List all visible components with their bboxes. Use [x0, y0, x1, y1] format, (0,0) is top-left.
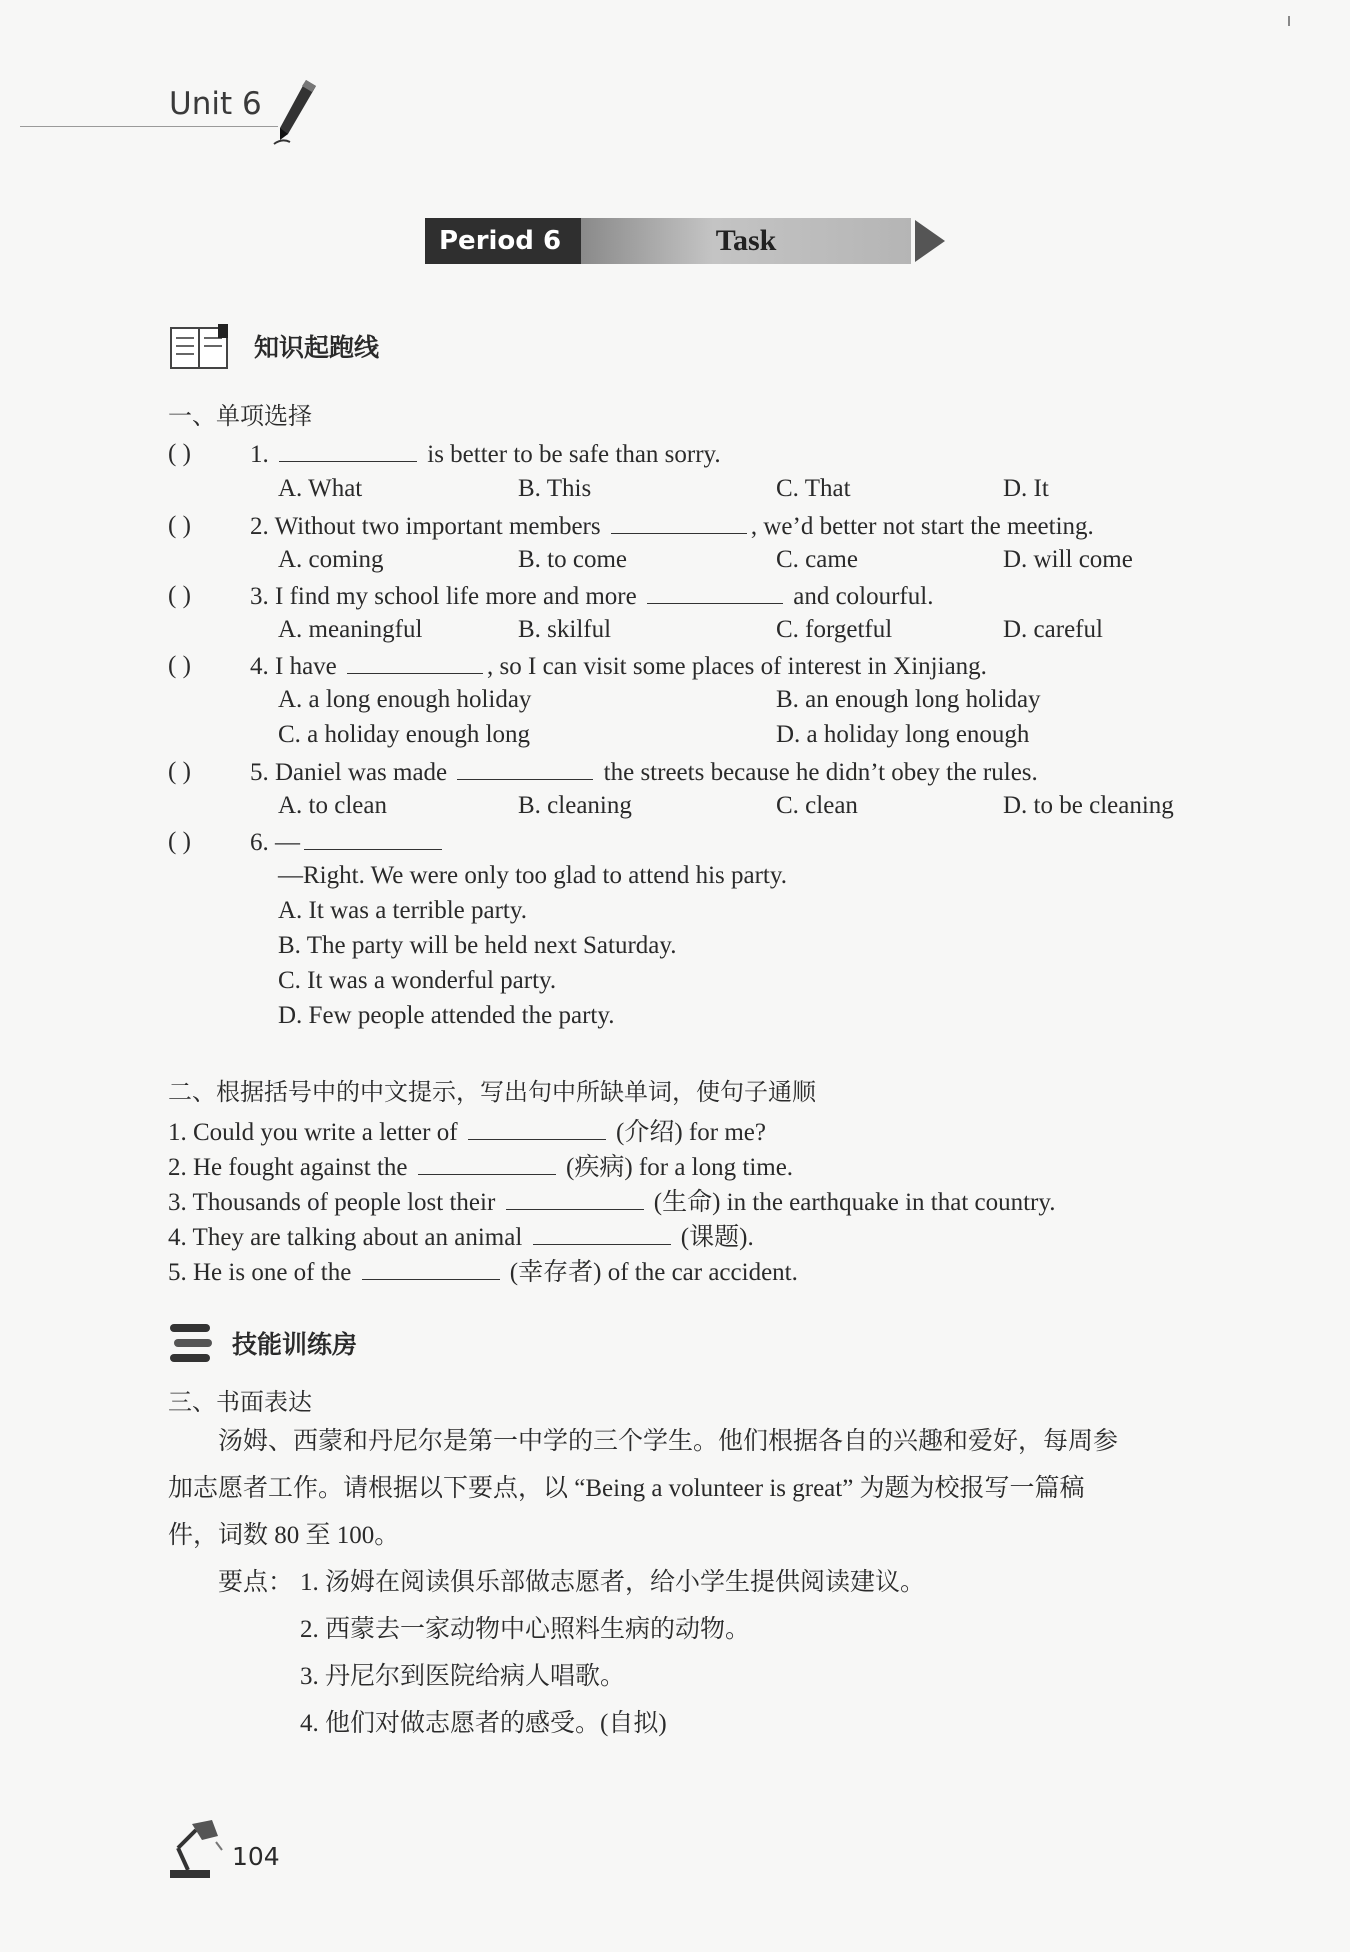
answer-paren: ( )	[168, 828, 191, 855]
question-number: 2.	[250, 513, 269, 540]
option: D. to be cleaning	[1003, 792, 1174, 819]
question-1	[250, 437, 721, 472]
fill-text: 3. Thousands of people lost their	[168, 1189, 496, 1216]
answer-paren: ( )	[168, 512, 191, 539]
question-2	[250, 509, 1094, 544]
answer-blank[interactable]	[347, 651, 483, 674]
question-text: , so I can visit some places of interest in Xinjiang.	[487, 653, 987, 680]
fill-item	[168, 1115, 766, 1150]
point-item: 1. 汤姆在阅读俱乐部做志愿者，给小学生提供阅读建议。	[300, 1569, 926, 1596]
fill-text: 1. Could you write a letter of	[168, 1119, 458, 1146]
desk-lamp-icon	[166, 1818, 228, 1880]
answer-blank[interactable]	[418, 1152, 556, 1175]
answer-paren: ( )	[168, 440, 191, 467]
question-4	[250, 649, 987, 684]
option: B. This	[518, 475, 592, 502]
option: B. skilful	[518, 616, 612, 643]
answer-blank[interactable]	[468, 1117, 606, 1140]
answer-blank[interactable]	[647, 581, 783, 604]
answer-blank[interactable]	[457, 757, 593, 780]
question-number: 6.	[250, 829, 269, 856]
point-item: 3. 丹尼尔到医院给病人唱歌。	[300, 1663, 626, 1690]
answer-blank[interactable]	[362, 1257, 500, 1280]
part2-title: 二、根据括号中的中文提示，写出句中所缺单词，使句子通顺	[168, 1078, 816, 1106]
prompt-line: 加志愿者工作。请根据以下要点，以 “Being a volunteer is great” 为题为校报写一篇稿	[168, 1475, 1085, 1502]
option: C. forgetful	[776, 616, 893, 643]
question-text: Daniel was made	[275, 759, 448, 786]
fill-item	[168, 1150, 793, 1185]
option: C. a holiday enough long	[278, 721, 531, 748]
period-banner	[425, 218, 945, 266]
option: A. meaningful	[278, 616, 423, 643]
section-title-knowledge: 知识起跑线	[254, 333, 380, 362]
question-number: 4.	[250, 653, 269, 680]
question-text: , we’d better not start the meeting.	[750, 513, 1094, 540]
question-3	[250, 579, 933, 614]
option: A. a long enough holiday	[278, 686, 532, 713]
answer-paren: ( )	[168, 652, 191, 679]
question-text: I have	[275, 653, 337, 680]
part1-title: 一、单项选择	[168, 402, 312, 430]
option: A. It was a terrible party.	[278, 897, 527, 924]
option: C. That	[776, 475, 851, 502]
prompt-line: 件，词数 80 至 100。	[168, 1522, 400, 1549]
question-text: and colourful.	[793, 583, 934, 610]
fill-item	[168, 1185, 1056, 1220]
fill-item	[168, 1220, 754, 1255]
option: D. It	[1003, 475, 1049, 502]
fill-text: 5. He is one of the	[168, 1259, 352, 1286]
corner-mark	[1288, 16, 1290, 26]
question-number: 3.	[250, 583, 269, 610]
question-number: 5.	[250, 759, 269, 786]
answer-blank[interactable]	[279, 439, 417, 462]
question-text: is better to be safe than sorry.	[427, 441, 721, 468]
option: A. coming	[278, 546, 384, 573]
header-rule	[20, 126, 278, 127]
fill-hint: (疾病) for a long time.	[566, 1154, 794, 1181]
answer-blank[interactable]	[533, 1222, 671, 1245]
fill-hint: (课题).	[680, 1224, 754, 1251]
question-number: 1.	[250, 441, 269, 468]
option: D. careful	[1003, 616, 1103, 643]
writing-prompt	[168, 1418, 1204, 1559]
fill-item	[168, 1255, 798, 1290]
period-label: Period 6	[425, 218, 581, 264]
option: B. an enough long holiday	[776, 686, 1041, 713]
page-number: 104	[232, 1842, 280, 1871]
fill-hint: (生命) in the earthquake in that country.	[653, 1189, 1056, 1216]
point-item: 2. 西蒙去一家动物中心照料生病的动物。	[300, 1616, 751, 1643]
period-task-label: Task	[581, 218, 911, 264]
option: B. The party will be held next Saturday.	[278, 932, 677, 959]
fill-text: 2. He fought against the	[168, 1154, 408, 1181]
question-text: —	[275, 829, 300, 856]
question-text: Without two important members	[274, 513, 601, 540]
unit-title: Unit 6	[169, 86, 262, 122]
option: D. will come	[1003, 546, 1133, 573]
question-5	[250, 755, 1038, 790]
option: B. cleaning	[518, 792, 632, 819]
answer-blank[interactable]	[304, 827, 442, 850]
option: C. clean	[776, 792, 858, 819]
book-icon	[170, 324, 236, 370]
fill-hint: (介绍) for me?	[616, 1119, 766, 1146]
prompt-line: 汤姆、西蒙和丹尼尔是第一中学的三个学生。他们根据各自的兴趣和爱好，每周参	[218, 1428, 1119, 1455]
option: A. What	[278, 475, 363, 502]
answer-blank[interactable]	[506, 1187, 644, 1210]
option: D. Few people attended the party.	[278, 1002, 615, 1029]
option: A. to clean	[278, 792, 387, 819]
option: C. came	[776, 546, 858, 573]
dialogue-reply: —Right. We were only too glad to attend his party.	[278, 862, 788, 889]
question-text: I find my school life more and more	[275, 583, 637, 610]
option: C. It was a wonderful party.	[278, 967, 557, 994]
unit-header	[20, 78, 320, 138]
points-label: 要点：	[218, 1569, 294, 1596]
skills-bars-icon	[168, 1322, 214, 1364]
pen-icon	[272, 78, 318, 146]
point-item: 4. 他们对做志愿者的感受。(自拟)	[300, 1710, 667, 1737]
section-title-skills: 技能训练房	[232, 1330, 358, 1359]
answer-paren: ( )	[168, 758, 191, 785]
fill-text: 4. They are talking about an animal	[168, 1224, 523, 1251]
answer-blank[interactable]	[611, 511, 747, 534]
answer-paren: ( )	[168, 582, 191, 609]
part3-title: 三、书面表达	[168, 1388, 312, 1416]
banner-arrow-icon	[915, 220, 945, 262]
question-text: the streets because he didn’t obey the rules.	[603, 759, 1038, 786]
fill-hint: (幸存者) of the car accident.	[509, 1259, 798, 1286]
option: B. to come	[518, 546, 628, 573]
option: D. a holiday long enough	[776, 721, 1030, 748]
question-6	[250, 825, 446, 860]
